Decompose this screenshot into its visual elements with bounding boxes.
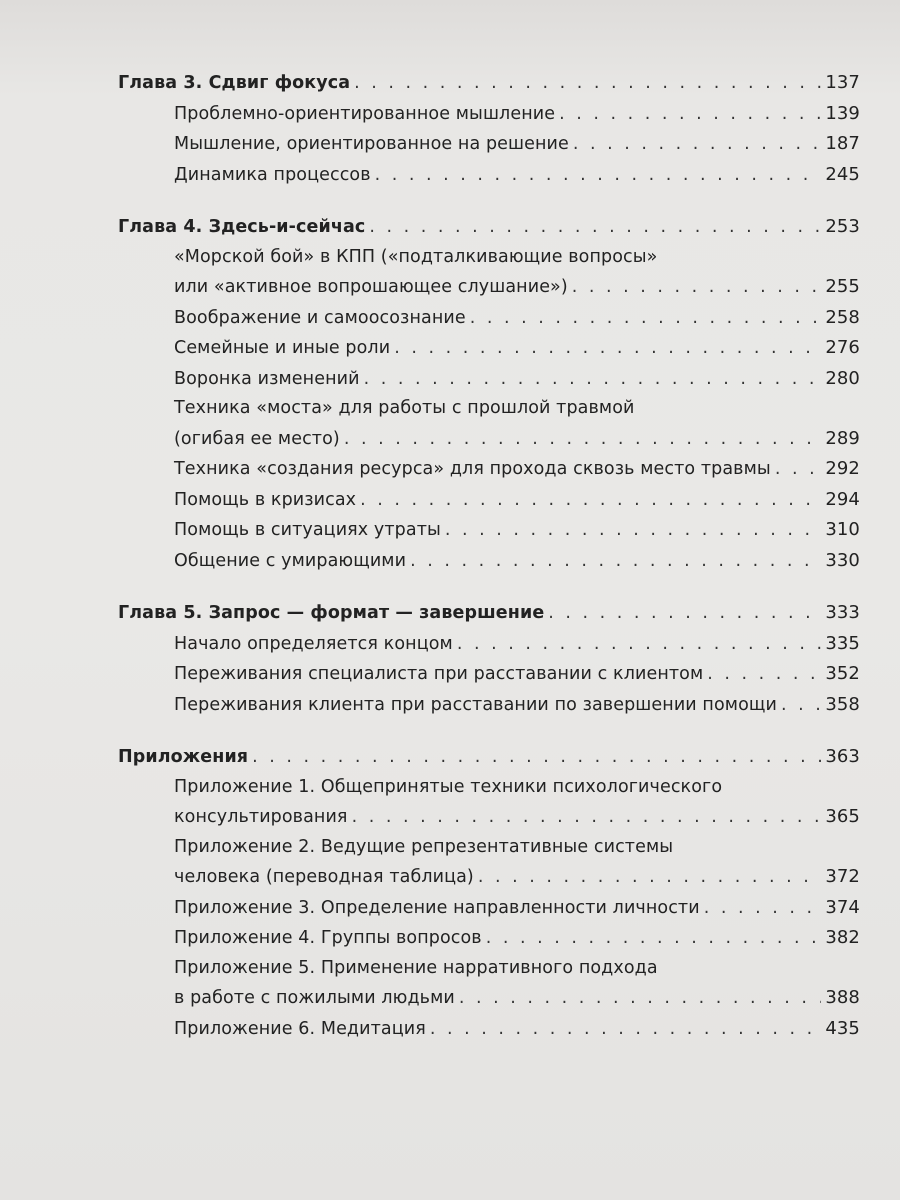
entry-page-number: 372	[825, 866, 860, 887]
entry-page-number: 276	[825, 337, 860, 358]
leader-dots	[364, 365, 822, 395]
chapter-heading	[118, 212, 860, 243]
leader-dots	[457, 630, 822, 660]
leader-dots	[430, 1015, 821, 1045]
entry-page-number: 365	[825, 806, 860, 827]
entry-page-number: 435	[825, 1017, 860, 1039]
toc-entry-first-line	[118, 394, 860, 424]
chapter-page-number: 363	[825, 746, 860, 767]
entry-title: человека (переводная таблица)	[174, 867, 474, 887]
chapter-heading	[118, 68, 860, 99]
entry-page-number: 382	[825, 927, 860, 948]
toc-entry	[118, 160, 860, 191]
table-of-contents	[118, 68, 860, 1066]
toc-chapter	[118, 742, 860, 1044]
leader-dots	[354, 69, 821, 99]
entry-title-line: Приложение 1. Общепринятые техники психологического	[174, 776, 723, 797]
leader-dots	[352, 803, 822, 833]
entry-page-number: 294	[825, 488, 860, 510]
entry-title: Общение с умирающими	[174, 550, 407, 571]
entry-title-line: Приложение 5. Применение нарративного подхода	[174, 957, 658, 978]
entry-page-number: 255	[825, 276, 860, 297]
entry-title: Семейные и иные роли	[174, 338, 391, 358]
toc-chapter	[118, 68, 860, 190]
toc-entry	[118, 454, 860, 485]
entry-title: в работе с пожилыми людьми	[174, 988, 455, 1008]
entry-title: Динамика процессов	[174, 164, 371, 185]
entry-title: Проблемно-ориентированное мышление	[174, 103, 556, 124]
entry-title: Помощь в ситуациях утраты	[174, 520, 441, 540]
leader-dots	[775, 455, 822, 485]
leader-dots	[459, 984, 821, 1014]
leader-dots	[548, 599, 821, 629]
entry-title: Помощь в кризисах	[174, 489, 357, 510]
toc-entry	[118, 129, 860, 160]
toc-entry	[118, 364, 860, 395]
leader-dots	[410, 547, 821, 577]
chapter-title: Глава 5. Запрос — формат — завершение	[118, 603, 545, 623]
chapter-title: Глава 3. Сдвиг фокуса	[118, 73, 351, 93]
toc-entry	[118, 629, 860, 660]
chapter-page-number: 333	[825, 602, 860, 623]
entry-title-line: Приложение 2. Ведущие репрезентативные системы	[174, 836, 674, 857]
entry-page-number: 280	[825, 367, 860, 389]
toc-entry	[118, 272, 860, 303]
entry-title: консультирования	[174, 807, 348, 827]
entry-title: Приложение 4. Группы вопросов	[174, 928, 482, 948]
toc-entry-first-line	[118, 954, 860, 984]
toc-chapter	[118, 598, 860, 720]
leader-dots	[572, 273, 822, 303]
toc-entry	[118, 690, 860, 721]
leader-dots	[252, 743, 821, 773]
leader-dots	[394, 334, 821, 364]
chapter-page-number: 253	[825, 216, 860, 237]
toc-entry	[118, 303, 860, 334]
toc-entry	[118, 862, 860, 893]
toc-entry	[118, 424, 860, 455]
leader-dots	[486, 924, 822, 954]
entry-title: Воронка изменений	[174, 368, 360, 389]
toc-entry	[118, 485, 860, 516]
entry-title: Начало определяется концом	[174, 633, 453, 654]
entry-title: (огибая ее место)	[174, 428, 340, 449]
leader-dots	[470, 304, 822, 334]
leader-dots	[344, 425, 822, 455]
entry-title: Приложение 3. Определение направленности личности	[174, 897, 700, 918]
entry-title: Переживания специалиста при расставании с клиентом	[174, 664, 704, 684]
chapter-heading	[118, 742, 860, 773]
leader-dots	[704, 894, 822, 924]
entry-title: Техника «создания ресурса» для прохода сквозь место травмы	[174, 459, 771, 479]
toc-entry	[118, 802, 860, 833]
entry-page-number: 374	[825, 896, 860, 918]
toc-entry	[118, 893, 860, 924]
chapter-page-number: 137	[825, 72, 860, 93]
entry-page-number: 330	[825, 549, 860, 571]
chapter-title: Приложения	[118, 747, 249, 767]
toc-entry	[118, 659, 860, 690]
entry-page-number: 245	[825, 163, 860, 185]
toc-entry	[118, 923, 860, 954]
toc-entry-first-line	[118, 833, 860, 863]
chapter-heading	[118, 598, 860, 629]
entry-page-number: 258	[825, 306, 860, 328]
entry-page-number: 388	[825, 987, 860, 1008]
entry-page-number: 139	[825, 102, 860, 124]
leader-dots	[478, 863, 821, 893]
entry-title: Мышление, ориентированное на решение	[174, 134, 569, 154]
entry-page-number: 352	[825, 663, 860, 684]
entry-page-number: 187	[825, 133, 860, 154]
leader-dots	[559, 100, 821, 130]
entry-title: Приложение 6. Медитация	[174, 1018, 426, 1039]
toc-entry	[118, 983, 860, 1014]
leader-dots	[573, 130, 821, 160]
toc-entry	[118, 546, 860, 577]
toc-entry	[118, 515, 860, 546]
toc-entry-first-line	[118, 243, 860, 273]
entry-title: или «активное вопрошающее слушание»)	[174, 277, 568, 297]
chapter-title: Глава 4. Здесь-и-сейчас	[118, 217, 366, 237]
entry-title-line: Техника «моста» для работы с прошлой травмой	[174, 398, 635, 418]
leader-dots	[781, 691, 821, 721]
leader-dots	[445, 516, 821, 546]
entry-page-number: 335	[825, 632, 860, 654]
entry-page-number: 358	[825, 693, 860, 715]
entry-page-number: 310	[825, 519, 860, 540]
entry-title: Переживания клиента при расставании по завершении помощи	[174, 694, 777, 715]
leader-dots	[360, 486, 821, 516]
toc-chapter	[118, 212, 860, 576]
toc-entry-first-line	[118, 773, 860, 803]
entry-page-number: 292	[825, 458, 860, 479]
leader-dots	[375, 161, 822, 191]
leader-dots	[369, 213, 821, 243]
toc-entry	[118, 1014, 860, 1045]
toc-entry	[118, 99, 860, 130]
entry-title-line: «Морской бой» в КПП («подталкивающие вопросы»	[174, 246, 658, 267]
leader-dots	[707, 660, 821, 690]
entry-title: Воображение и самоосознание	[174, 307, 466, 328]
entry-page-number: 289	[825, 427, 860, 449]
toc-entry	[118, 333, 860, 364]
